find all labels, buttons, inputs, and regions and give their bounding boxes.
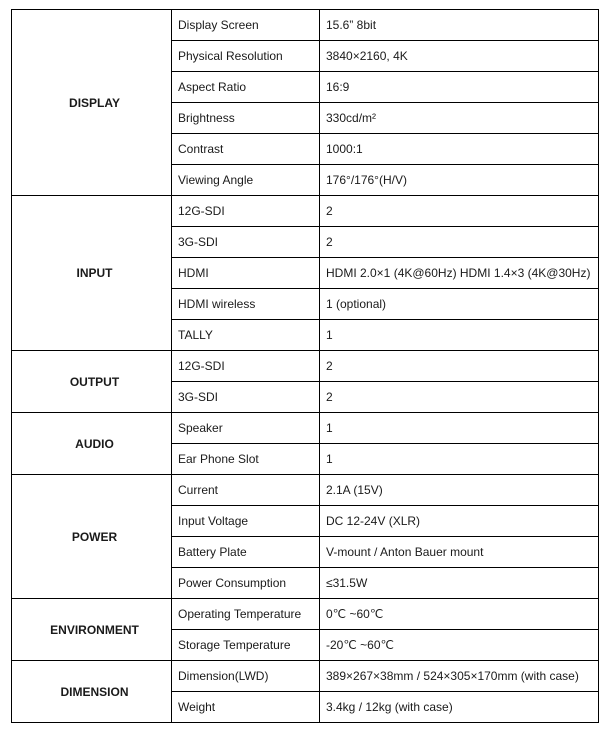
category-audio: AUDIO bbox=[12, 413, 172, 475]
category-input: INPUT bbox=[12, 196, 172, 351]
param-value: 0℃ ~60℃ bbox=[320, 599, 599, 630]
category-output: OUTPUT bbox=[12, 351, 172, 413]
table-row bbox=[12, 661, 599, 692]
param-label: Contrast bbox=[172, 134, 320, 165]
param-label: HDMI bbox=[172, 258, 320, 289]
param-label: 3G-SDI bbox=[172, 382, 320, 413]
param-value: ≤31.5W bbox=[320, 568, 599, 599]
param-label: Speaker bbox=[172, 413, 320, 444]
param-label: Physical Resolution bbox=[172, 41, 320, 72]
param-value: 2 bbox=[320, 196, 599, 227]
param-label: Battery Plate bbox=[172, 537, 320, 568]
param-value: -20℃ ~60℃ bbox=[320, 630, 599, 661]
param-value: 2.1A (15V) bbox=[320, 475, 599, 506]
param-value: 1 (optional) bbox=[320, 289, 599, 320]
table-row bbox=[12, 475, 599, 506]
param-value: 2 bbox=[320, 351, 599, 382]
param-label: Power Consumption bbox=[172, 568, 320, 599]
param-label: Storage Temperature bbox=[172, 630, 320, 661]
spec-table bbox=[11, 9, 599, 723]
param-label: HDMI wireless bbox=[172, 289, 320, 320]
param-value: 1000:1 bbox=[320, 134, 599, 165]
param-label: 12G-SDI bbox=[172, 351, 320, 382]
param-value: 176°/176°(H/V) bbox=[320, 165, 599, 196]
param-label: Aspect Ratio bbox=[172, 72, 320, 103]
param-value: 16:9 bbox=[320, 72, 599, 103]
param-value: 330cd/m² bbox=[320, 103, 599, 134]
table-row bbox=[12, 196, 599, 227]
category-dimension: DIMENSION bbox=[12, 661, 172, 723]
table-row bbox=[12, 10, 599, 41]
param-value: 2 bbox=[320, 382, 599, 413]
category-display: DISPLAY bbox=[12, 10, 172, 196]
param-label: Ear Phone Slot bbox=[172, 444, 320, 475]
param-value: 15.6” 8bit bbox=[320, 10, 599, 41]
param-value: HDMI 2.0×1 (4K@60Hz) HDMI 1.4×3 (4K@30Hz) bbox=[320, 258, 599, 289]
param-label: Viewing Angle bbox=[172, 165, 320, 196]
param-label: 12G-SDI bbox=[172, 196, 320, 227]
param-value: 1 bbox=[320, 413, 599, 444]
table-row bbox=[12, 351, 599, 382]
param-label: Dimension(LWD) bbox=[172, 661, 320, 692]
param-label: Current bbox=[172, 475, 320, 506]
param-label: Operating Temperature bbox=[172, 599, 320, 630]
category-environment: ENVIRONMENT bbox=[12, 599, 172, 661]
table-row bbox=[12, 413, 599, 444]
param-value: DC 12-24V (XLR) bbox=[320, 506, 599, 537]
param-value: V-mount / Anton Bauer mount bbox=[320, 537, 599, 568]
param-label: Weight bbox=[172, 692, 320, 723]
param-label: Input Voltage bbox=[172, 506, 320, 537]
param-label: 3G-SDI bbox=[172, 227, 320, 258]
param-label: TALLY bbox=[172, 320, 320, 351]
param-value: 1 bbox=[320, 320, 599, 351]
table-row bbox=[12, 599, 599, 630]
param-value: 1 bbox=[320, 444, 599, 475]
param-label: Display Screen bbox=[172, 10, 320, 41]
param-value: 389×267×38mm / 524×305×170mm (with case) bbox=[320, 661, 599, 692]
param-value: 3840×2160, 4K bbox=[320, 41, 599, 72]
param-value: 2 bbox=[320, 227, 599, 258]
param-label: Brightness bbox=[172, 103, 320, 134]
category-power: POWER bbox=[12, 475, 172, 599]
param-value: 3.4kg / 12kg (with case) bbox=[320, 692, 599, 723]
